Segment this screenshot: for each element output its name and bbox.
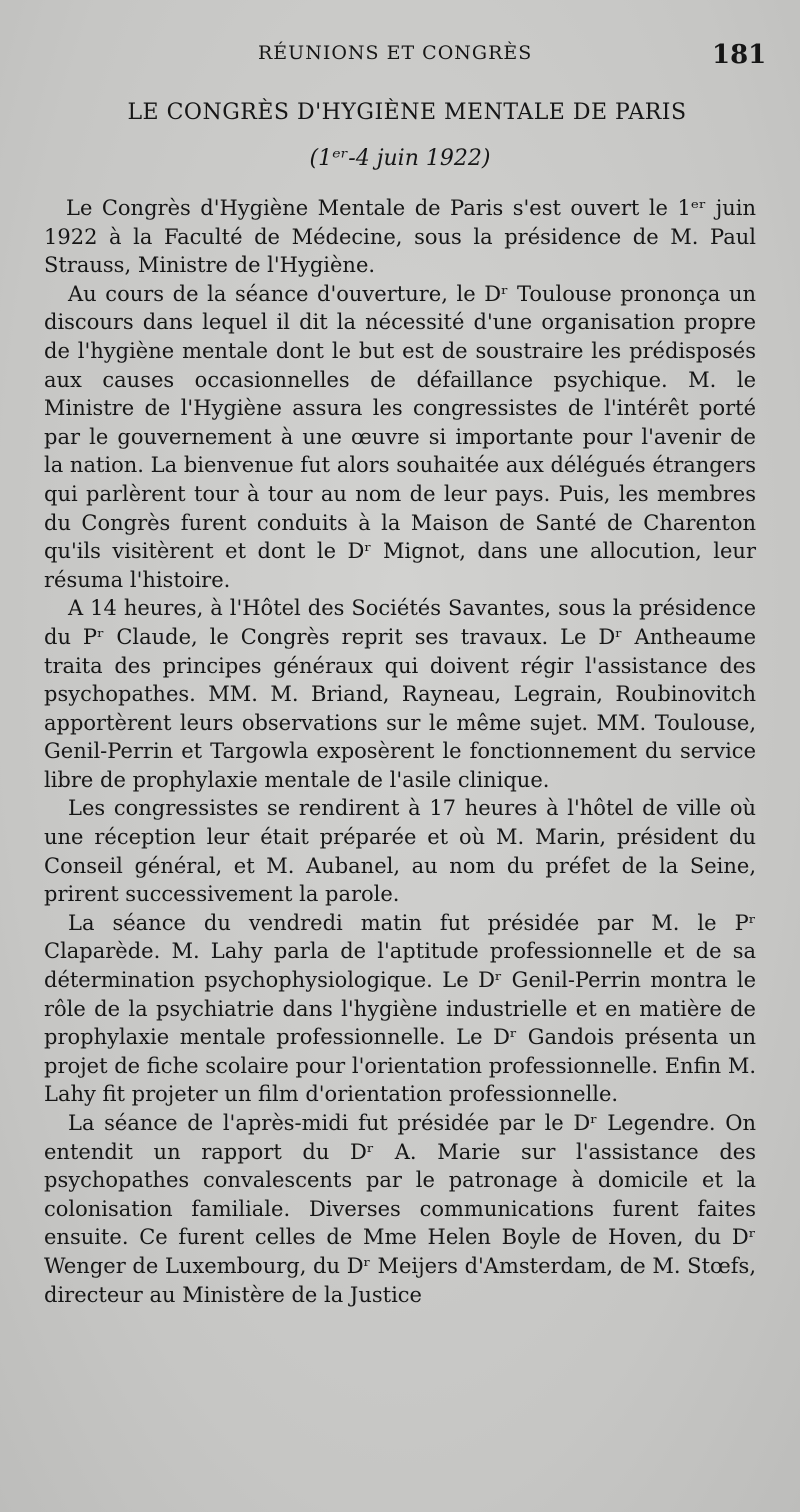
article-body [44,194,756,1309]
running-title: RÉUNIONS ET CONGRÈS [258,42,533,64]
paragraph: La séance du vendredi matin fut présidée par M. le Pʳ Claparède. M. Lahy parla de l'aptitude professionnelle et de sa détermination psychophysiologique. Le Dʳ Genil-Perrin montra le rôle de la psychiatrie dans l'hygiène industrielle et en matière de prophylaxie mentale professionnelle. Le Dʳ Gandois présenta un projet de fiche scolaire pour l'orientation professionnelle. Enfin M. Lahy fit projeter un film d'orientation professionnelle. [44,910,756,1107]
page-number: 181 [712,40,767,70]
running-head [0,40,800,70]
article-title: LE CONGRÈS D'HYGIÈNE MENTALE DE PARIS [127,100,687,125]
article-date: (1ᵉʳ-4 juin 1922) [309,146,491,171]
paragraph: Au cours de la séance d'ouverture, le Dʳ Toulouse prononça un discours dans lequel il dit la nécessité d'une organisation propre de l'hygiène mentale dont le but est de soustraire les prédisposés aux causes occasionnelles de défaillance psychique. M. le Ministre de l'Hygiène assura les congressistes de l'intérêt porté par le gouvernement à une œuvre si importante pour l'avenir de la nation. La bienvenue fut alors souhaitée aux délégués étrangers qui parlèrent tour à tour au nom de leur pays. Puis, les membres du Congrès furent conduits à la Maison de Santé de Charenton qu'ils visitèrent et dont le Dʳ Mignot, dans une allocution, leur résuma l'histoire. [44,281,756,592]
paragraph: La séance de l'après-midi fut présidée par le Dʳ Legendre. On entendit un rapport du Dʳ A. Marie sur l'assistance des psychopathes convalescents par le patronage à domicile et la colonisation familiale. Diverses communications furent faites ensuite. Ce furent celles de Mme Helen Boyle de Hoven, du Dʳ Wenger de Luxembourg, du Dʳ Meijers d'Amsterdam, de M. Stœfs, directeur au Ministère de la Justice [44,1111,756,1307]
paragraph: Les congressistes se rendirent à 17 heures à l'hôtel de ville où une réception leur était préparée et où M. Marin, président du Conseil général, et M. Aubanel, au nom du préfet de la Seine, prirent successivement la parole. [44,796,756,907]
paragraph: Le Congrès d'Hygiène Mentale de Paris s'est ouvert le 1ᵉʳ juin 1922 à la Faculté de Médecine, sous la présidence de M. Paul Strauss, Ministre de l'Hygiène. [44,196,756,278]
paragraph: A 14 heures, à l'Hôtel des Sociétés Savantes, sous la présidence du Pʳ Claude, le Congrès reprit ses travaux. Le Dʳ Antheaume traita des principes généraux qui doivent régir l'assistance des psychopathes. MM. M. Briand, Rayneau, Legrain, Roubinovitch apportèrent leurs observations sur le même sujet. MM. Toulouse, Genil-Perrin et Targowla exposèrent le fonctionnement du service libre de prophylaxie mentale de l'asile clinique. [44,596,756,792]
